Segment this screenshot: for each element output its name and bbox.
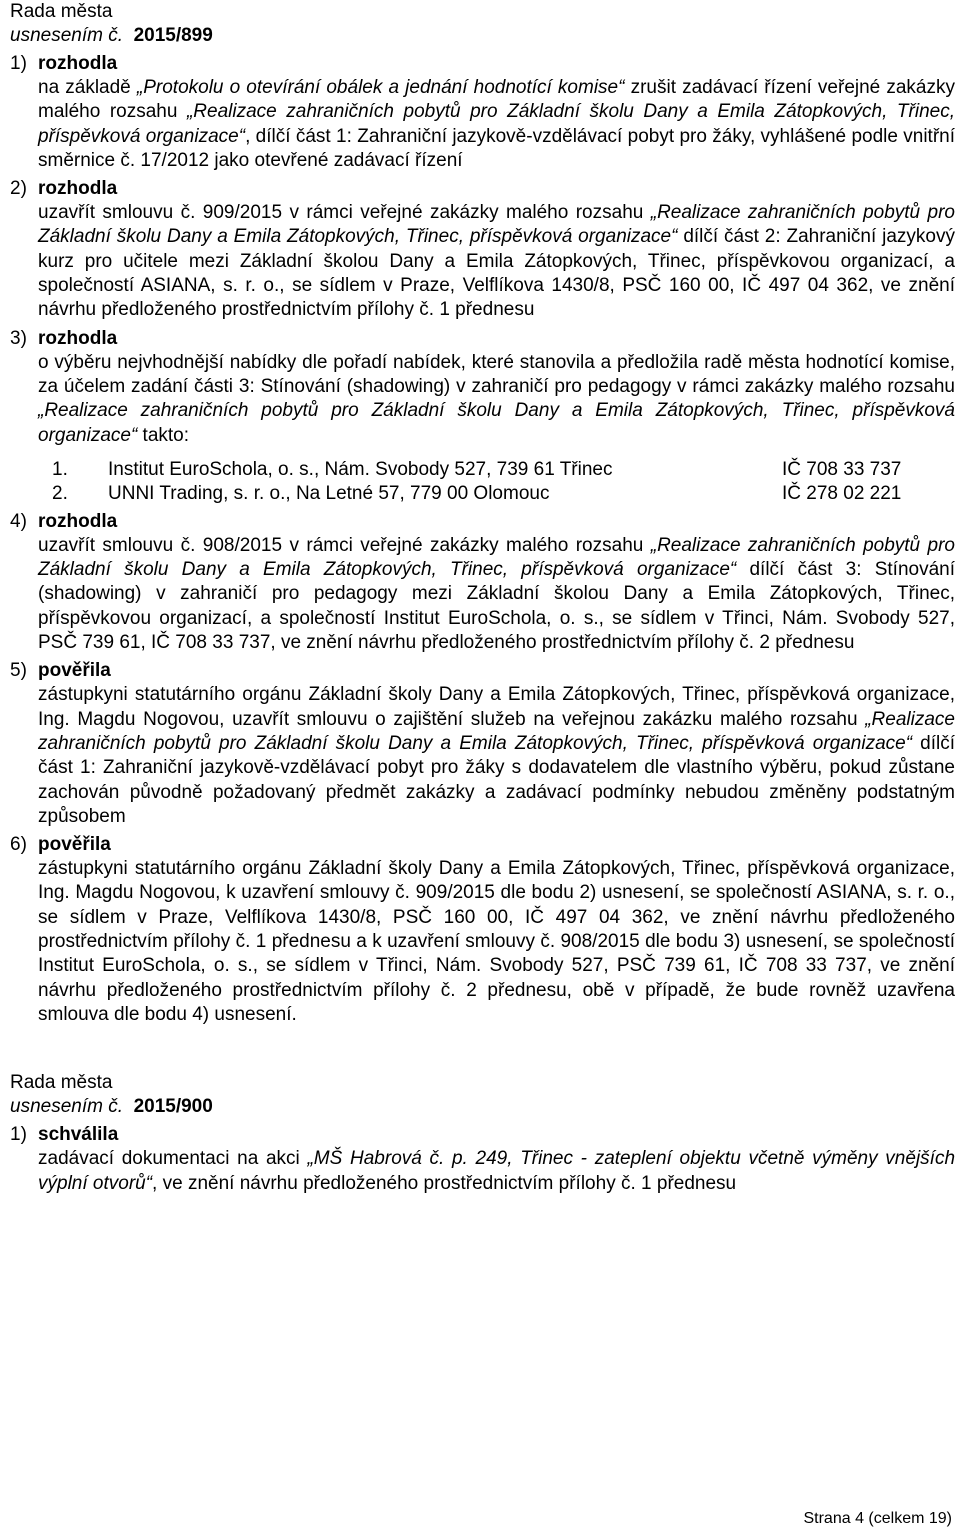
resolution-label: usnesením č. bbox=[10, 1096, 123, 1118]
resolution-item bbox=[10, 658, 955, 829]
text-run: zrušit zadávací řízení veřejné zakázky malého rozsahu bbox=[38, 77, 955, 123]
item-heading bbox=[10, 176, 955, 201]
document-page bbox=[10, 0, 955, 1199]
item-number: 6) bbox=[10, 834, 27, 856]
resolution-item bbox=[10, 326, 955, 506]
bidder-name: Institut EuroSchola, o. s., Nám. Svobody 527, 739 61 Třinec bbox=[108, 458, 613, 480]
item-number: 4) bbox=[10, 510, 27, 532]
bidder-row bbox=[52, 458, 955, 482]
text-run: uzavřít smlouvu č. 909/2015 v rámci veřejné zakázky malého rozsahu bbox=[38, 202, 651, 224]
page-footer: Strana 4 (celkem 19) bbox=[803, 1510, 952, 1527]
resolution-number: 2015/899 bbox=[133, 25, 213, 46]
item-verb: pověřila bbox=[38, 660, 111, 682]
resolution-block bbox=[10, 0, 955, 1027]
text-run: dílčí část 2: Zahraniční jazykový kurz pro učitele mezi Základní školou Dany a Emila Zátopkových, Třinec, příspěvkovou organizací, a společností ASIANA, s. r. o., se sídlem v Praze, Velflíkova 1430/8, PSČ 160 00, IČ 497 04 362, ve znění návrhu předloženého prostřednictvím přílohy č. 1 přednesu bbox=[38, 226, 955, 321]
italic-title: „Protokolu o otevírání obálek a jednání hodnotící komise“ bbox=[136, 77, 625, 98]
resolution-item bbox=[10, 51, 955, 173]
italic-title: „Realizace zahraničních pobytů pro Základní školu Dany a Emila Zátopkových, Třinec, příspěvková organizace“ bbox=[38, 400, 955, 446]
resolution-label: usnesením č. bbox=[10, 25, 123, 46]
item-verb: pověřila bbox=[38, 834, 111, 856]
item-verb: rozhodla bbox=[38, 510, 118, 532]
bidder-ic: IČ 708 33 737 bbox=[782, 458, 902, 480]
item-verb: rozhodla bbox=[38, 327, 118, 349]
text-run: na základě bbox=[38, 77, 137, 98]
italic-title: „Realizace zahraničních pobytů pro Základní školu Dany a Emila Zátopkových, Třinec, příspěvková organizace“ bbox=[38, 101, 956, 147]
item-verb: rozhodla bbox=[38, 178, 118, 200]
text-run: , dílčí část 1: Zahraniční jazykově-vzdělávací pobyt pro žáky, vyhlášené podle vnitřní směrnice č. 17/2012 jako otevřené zadávací řízení bbox=[38, 125, 956, 171]
item-number: 1) bbox=[10, 53, 27, 74]
text-run: takto: bbox=[137, 424, 190, 446]
item-heading bbox=[10, 326, 955, 351]
item-number: 1) bbox=[10, 1124, 27, 1146]
bidder-name: UNNI Trading, s. r. o., Na Letné 57, 779 00 Olomouc bbox=[108, 482, 550, 504]
text-run: dílčí část 3: Stínování (shadowing) v zahraničí pro pedagogy mezi Základní školou Dany a Emila Zátopkových, Třinec, příspěvkovou organizací, a společností Institut EuroSchola, o. s., se sídlem v Třinci, Nám. Svobody 527, PSČ 739 61, IČ 708 33 737, ve znění návrhu předloženého prostřednictvím přílohy č. 2 přednesu bbox=[38, 559, 955, 654]
item-text bbox=[38, 201, 955, 322]
text-run: , ve znění návrhu předloženého prostřednictvím přílohy č. 1 přednesu bbox=[152, 1172, 737, 1194]
bidder-rank: 2. bbox=[52, 482, 68, 504]
italic-title: „Realizace zahraničních pobytů pro Základní školu Dany a Emila Zátopkových, Třinec, příspěvková organizace“ bbox=[38, 708, 955, 754]
item-text bbox=[38, 683, 955, 829]
resolution-item bbox=[10, 509, 955, 655]
text-run: zástupkyni statutárního orgánu Základní školy Dany a Emila Zátopkových, Třinec, příspěvková organizace, Ing. Magdu Nogovou, k uzavření smlouvy č. 909/2015 dle bodu 2) usnesení, se společností ASIANA, s. r. o., se sídlem v Praze, Velflíkova 1430/8, PSČ 160 00, IČ 497 04 362, ve znění návrhu předloženého prostřednictvím přílohy č. 1 přednesu a k uzavření smlouvy č. 908/2015 dle bodu 3) usnesení, se společností Institut EuroSchola, o. s., se sídlem v Třinci, Nám. Svobody 527, PSČ 739 61, IČ 708 33 737, ve znění návrhu předloženého prostřednictvím přílohy č. 2 přednesu, obě v případě, že bude rovněž uzavřena smlouva dle bodu 4) usnesení. bbox=[38, 858, 955, 1025]
item-heading bbox=[10, 509, 955, 534]
item-verb: schválila bbox=[38, 1124, 119, 1146]
item-text bbox=[38, 351, 955, 448]
resolution-heading: Rada města bbox=[10, 1072, 113, 1094]
item-text bbox=[38, 534, 955, 655]
resolution-item bbox=[10, 176, 955, 322]
resolution-number-line bbox=[10, 1095, 955, 1119]
bidder-row bbox=[52, 482, 955, 506]
resolution-heading: Rada města bbox=[10, 1, 113, 22]
italic-title: „MŠ Habrová č. p. 249, Třinec - zateplení objektu včetně výměny vnějších výplní otvorů“ bbox=[38, 1148, 956, 1194]
text-run: zadávací dokumentaci na akci bbox=[38, 1148, 308, 1170]
text-run: o výběru nejvhodnější nabídky dle pořadí nabídek, které stanovila a předložila radě města hodnotící komise, za účelem zadání části 3: Stínování (shadowing) v zahraničí pro pedagogy v rámci zakázky malého rozsahu bbox=[38, 351, 955, 397]
bidder-rank: 1. bbox=[52, 458, 68, 480]
item-heading bbox=[10, 658, 955, 683]
item-verb: rozhodla bbox=[38, 53, 118, 74]
resolution-item bbox=[10, 1122, 955, 1196]
item-heading bbox=[10, 832, 955, 857]
item-text bbox=[38, 857, 955, 1027]
italic-title: „Realizace zahraničních pobytů pro Základní školu Dany a Emila Zátopkových, Třinec, příspěvková organizace“ bbox=[38, 202, 955, 248]
bidder-list bbox=[52, 458, 955, 506]
item-text bbox=[38, 76, 955, 173]
item-number: 5) bbox=[10, 660, 27, 682]
text-run: zástupkyni statutárního orgánu Základní školy Dany a Emila Zátopkových, Třinec, příspěvková organizace, Ing. Magdu Nogovou, uzavřít smlouvu o zajištění služeb na veřejnou zakázku malého rozsahu bbox=[38, 684, 955, 730]
item-number: 2) bbox=[10, 178, 27, 200]
bidder-ic: IČ 278 02 221 bbox=[782, 482, 902, 504]
resolution-block bbox=[10, 1071, 955, 1196]
text-run: dílčí část 1: Zahraniční jazykově-vzdělávací pobyt pro žáky s dodavatelem dle vlastního výběru, pokud zůstane zachován původně požadovaný předmět zakázky a zadávací podmínky nebudou změněny podstatným způsobem bbox=[38, 732, 955, 827]
resolution-number: 2015/900 bbox=[133, 1096, 213, 1118]
item-number: 3) bbox=[10, 327, 27, 349]
item-text bbox=[38, 1147, 955, 1196]
item-heading bbox=[10, 51, 955, 76]
italic-title: „Realizace zahraničních pobytů pro Základní školu Dany a Emila Zátopkových, Třinec, příspěvková organizace“ bbox=[38, 534, 955, 581]
text-run: uzavřít smlouvu č. 908/2015 v rámci veřejné zakázky malého rozsahu bbox=[38, 534, 651, 556]
item-heading bbox=[10, 1122, 955, 1147]
resolution-item bbox=[10, 832, 955, 1027]
resolution-number-line bbox=[10, 24, 955, 48]
